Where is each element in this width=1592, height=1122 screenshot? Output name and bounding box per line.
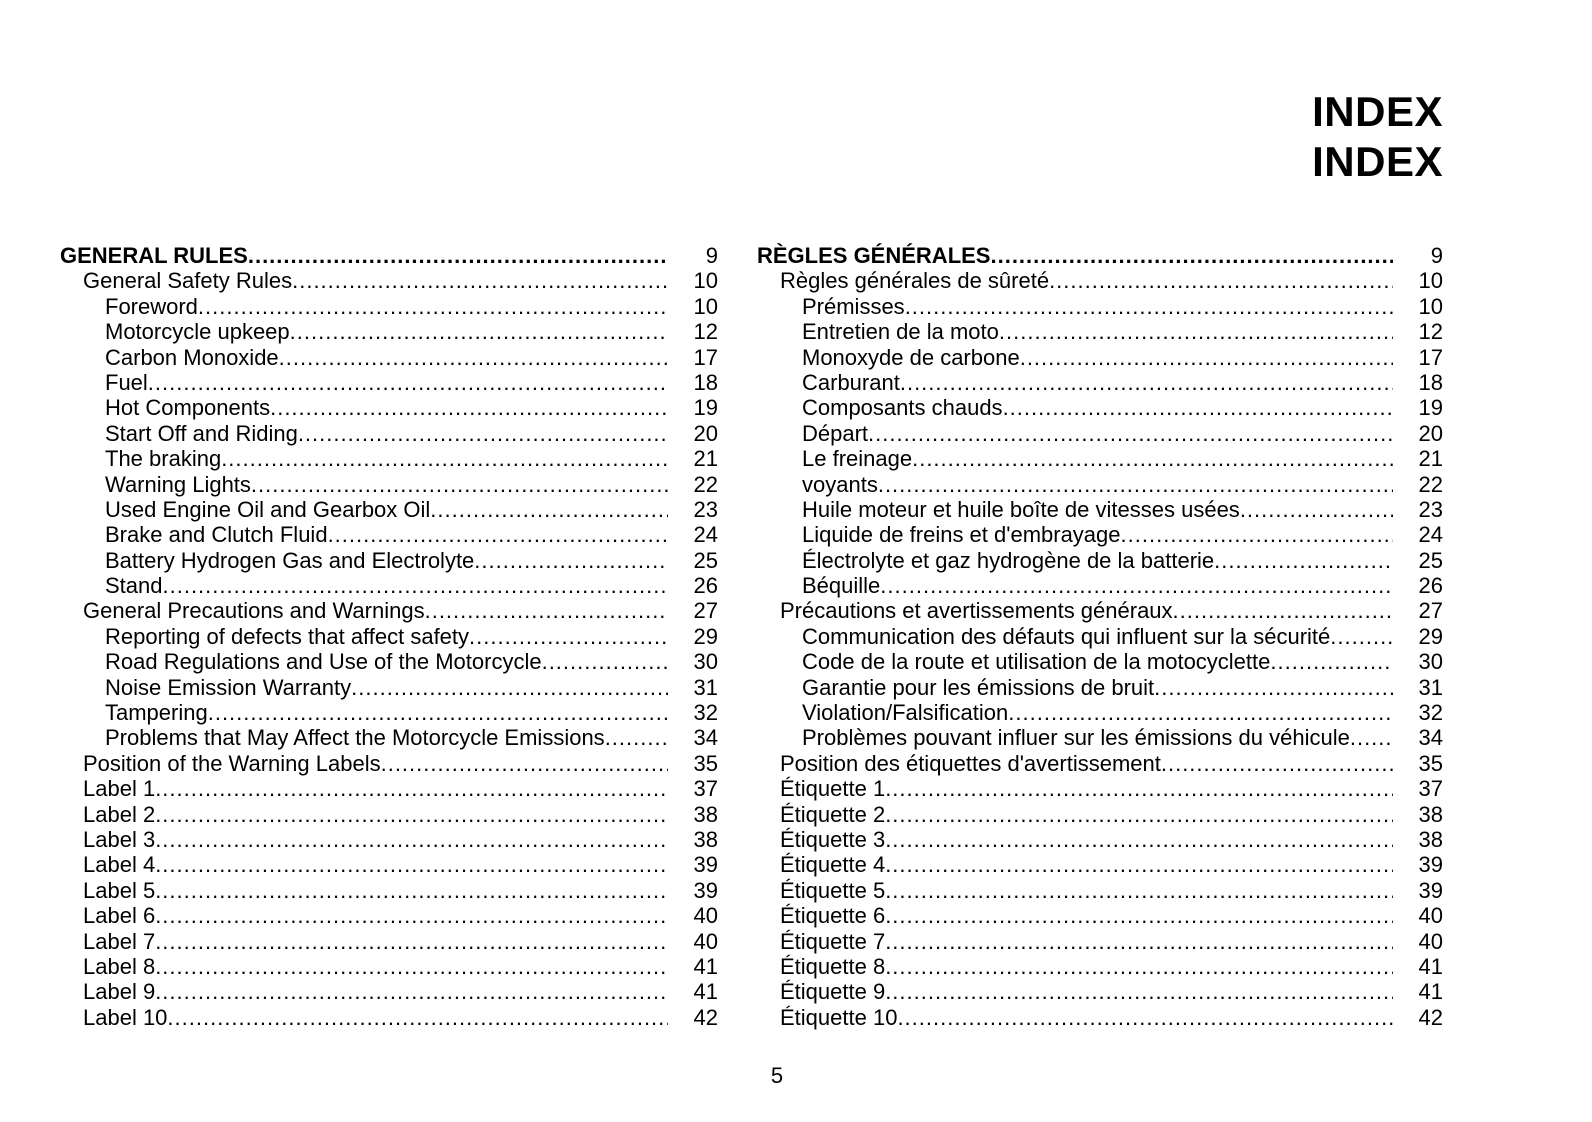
toc-row	[60, 725, 718, 750]
toc-entry-page: 42	[693, 1004, 718, 1030]
toc-entry-label: Stand	[105, 573, 163, 599]
dot-leader	[905, 294, 1393, 319]
toc-entry-label: GENERAL RULES	[60, 243, 248, 268]
toc-row	[60, 548, 718, 573]
toc-row	[60, 294, 718, 319]
toc-entry-page: 40	[1418, 928, 1443, 954]
toc-entry-label: Noise Emission Warranty	[105, 674, 352, 700]
dot-leader	[270, 395, 668, 420]
toc-entry-label: Étiquette 7	[780, 928, 886, 954]
toc-row	[60, 751, 718, 776]
toc-entry-page: 31	[1418, 674, 1443, 700]
dot-leader	[1173, 598, 1393, 623]
dot-leader	[885, 878, 1393, 903]
dot-leader	[1154, 675, 1393, 700]
toc-entry-page: 22	[1418, 471, 1443, 497]
toc-row	[757, 421, 1443, 446]
toc-entry-label: Start Off and Riding	[105, 420, 298, 446]
dot-leader	[885, 852, 1393, 877]
toc-entry-label: Motorcycle upkeep	[105, 319, 290, 345]
toc-row	[757, 497, 1443, 522]
toc-entry-label: Étiquette 1	[780, 776, 886, 802]
toc-entry-label: Composants chauds	[802, 395, 1003, 421]
toc-entry-label: Warning Lights	[105, 471, 251, 497]
toc-entry-page: 40	[693, 928, 718, 954]
toc-entry-label: Position of the Warning Labels	[83, 750, 381, 776]
toc-entry-label: General Precautions and Warnings	[83, 598, 425, 624]
toc-entry-page: 23	[693, 496, 718, 522]
toc-entry-label: Battery Hydrogen Gas and Electrolyte	[105, 547, 475, 573]
toc-entry-page: 41	[1418, 979, 1443, 1005]
toc-entry-page: 19	[693, 395, 718, 421]
toc-row	[757, 802, 1443, 827]
dot-leader	[208, 700, 668, 725]
toc-entry-page: 32	[1418, 700, 1443, 726]
toc-entry-page: 38	[693, 801, 718, 827]
dot-leader	[1270, 649, 1393, 674]
dot-leader	[290, 319, 668, 344]
toc-entry-label: Problems that May Affect the Motorcycle Emissions	[105, 725, 605, 751]
toc-entry-page: 39	[1418, 852, 1443, 878]
toc-entry-label: Électrolyte et gaz hydrogène de la batterie	[802, 547, 1215, 573]
toc-entry-page: 41	[693, 979, 718, 1005]
toc-row	[757, 294, 1443, 319]
toc-row	[757, 979, 1443, 1004]
toc-row	[60, 1005, 718, 1030]
dot-leader	[880, 573, 1393, 598]
dot-leader	[167, 1005, 668, 1030]
toc-row	[60, 472, 718, 497]
toc-entry-page: 38	[693, 826, 718, 852]
toc-entry-page: 35	[1418, 750, 1443, 776]
toc-entry-page: 25	[1418, 547, 1443, 573]
toc-entry-page: 30	[1418, 649, 1443, 675]
toc-entry-page: 10	[1418, 293, 1443, 319]
toc-entry-label: Étiquette 6	[780, 903, 886, 929]
toc-row	[60, 776, 718, 801]
toc-entry-page: 41	[1418, 953, 1443, 979]
dot-leader	[542, 649, 668, 674]
toc-entry-label: Huile moteur et huile boîte de vitesses usées	[802, 496, 1240, 522]
toc-entry-label: Étiquette 8	[780, 953, 886, 979]
dot-leader	[868, 421, 1393, 446]
dot-leader	[148, 370, 668, 395]
toc-entry-label: Violation/Falsification	[802, 700, 1009, 726]
toc-entry-label: Reporting of defects that affect safety	[105, 623, 470, 649]
toc-row	[60, 979, 718, 1004]
toc-row	[757, 472, 1443, 497]
toc-row	[60, 421, 718, 446]
toc-entry-page: 18	[693, 369, 718, 395]
dot-leader	[198, 294, 668, 319]
toc-row	[757, 903, 1443, 928]
toc-row	[757, 776, 1443, 801]
toc-entry-label: Étiquette 2	[780, 801, 886, 827]
toc-row	[757, 751, 1443, 776]
dot-leader	[605, 725, 668, 750]
toc-entry-page: 39	[1418, 877, 1443, 903]
toc-entry-page: 37	[693, 776, 718, 802]
toc-entry-page: 35	[693, 750, 718, 776]
dot-leader	[469, 624, 668, 649]
toc-row	[60, 700, 718, 725]
toc-row	[757, 827, 1443, 852]
toc-entry-page: 24	[693, 522, 718, 548]
toc-entry-page: 24	[1418, 522, 1443, 548]
dot-leader	[885, 776, 1393, 801]
toc-entry-page: 29	[1418, 623, 1443, 649]
toc-entry-page: 37	[1418, 776, 1443, 802]
toc-entry-label: Étiquette 9	[780, 979, 886, 1005]
toc-entry-label: Le freinage	[802, 446, 913, 472]
toc-entry-label: Étiquette 3	[780, 826, 886, 852]
dot-leader	[878, 472, 1393, 497]
dot-leader	[351, 675, 668, 700]
toc-entry-page: 22	[693, 471, 718, 497]
toc-entry-page: 25	[693, 547, 718, 573]
toc-entry-page: 19	[1418, 395, 1443, 421]
dot-leader	[1161, 751, 1393, 776]
toc-row	[757, 852, 1443, 877]
toc-row	[60, 319, 718, 344]
toc-row	[757, 573, 1443, 598]
toc-entry-page: 42	[1418, 1004, 1443, 1030]
toc-entry-label: voyants	[802, 471, 878, 497]
toc-row	[60, 852, 718, 877]
dot-leader	[155, 776, 668, 801]
toc-entry-label: Label 10	[83, 1004, 168, 1030]
dot-leader	[251, 472, 668, 497]
toc-entry-page: 27	[693, 598, 718, 624]
toc-row	[757, 522, 1443, 547]
toc-entry-label: General Safety Rules	[83, 268, 293, 294]
dot-leader	[999, 319, 1393, 344]
toc-entry-page: 40	[693, 903, 718, 929]
toc-entry-label: Monoxyde de carbone	[802, 344, 1020, 370]
toc-row	[60, 573, 718, 598]
dot-leader	[912, 446, 1393, 471]
toc-entry-label: Code de la route et utilisation de la motocyclette	[802, 649, 1271, 675]
toc-row	[60, 522, 718, 547]
toc-row	[60, 649, 718, 674]
toc-entry-label: Label 3	[83, 826, 156, 852]
dot-leader	[155, 852, 668, 877]
dot-leader	[1049, 268, 1393, 293]
toc-entry-label: Carburant	[802, 369, 900, 395]
dot-leader	[221, 446, 668, 471]
toc-entry-page: 12	[693, 319, 718, 345]
toc-entry-label: Règles générales de sûreté	[780, 268, 1050, 294]
dot-leader	[1330, 624, 1393, 649]
toc-entry-page: 18	[1418, 369, 1443, 395]
dot-leader	[425, 598, 668, 623]
toc-entry-label: Prémisses	[802, 293, 905, 319]
toc-entry-page: 23	[1418, 496, 1443, 522]
toc-entry-label: Étiquette 4	[780, 852, 886, 878]
toc-entry-page: 9	[705, 243, 718, 268]
dot-leader	[885, 802, 1393, 827]
dot-leader	[990, 243, 1393, 268]
toc-entry-label: Road Regulations and Use of the Motorcycle	[105, 649, 542, 675]
toc-entry-page: 26	[1418, 573, 1443, 599]
toc-row	[757, 243, 1443, 268]
table-of-contents	[60, 243, 1443, 1030]
toc-row	[757, 954, 1443, 979]
toc-entry-label: Label 8	[83, 953, 156, 979]
toc-entry-label: Tampering	[105, 700, 208, 726]
toc-entry-label: Used Engine Oil and Gearbox Oil	[105, 496, 431, 522]
page-number: 5	[770, 1063, 784, 1088]
toc-entry-page: 38	[1418, 826, 1443, 852]
toc-entry-page: 39	[693, 852, 718, 878]
toc-row	[60, 395, 718, 420]
dot-leader	[885, 979, 1393, 1004]
dot-leader	[155, 827, 668, 852]
toc-entry-page: 30	[693, 649, 718, 675]
toc-row	[60, 903, 718, 928]
toc-entry-page: 12	[1418, 319, 1443, 345]
toc-row	[60, 827, 718, 852]
dot-leader	[155, 903, 668, 928]
toc-row	[757, 1005, 1443, 1030]
dot-leader	[155, 802, 668, 827]
dot-leader	[1121, 522, 1393, 547]
dot-leader	[155, 979, 668, 1004]
toc-entry-label: Position des étiquettes d'avertissement	[780, 750, 1161, 776]
toc-entry-label: RÈGLES GÉNÉRALES	[757, 243, 991, 268]
toc-entry-page: 10	[1418, 268, 1443, 294]
dot-leader	[1003, 395, 1393, 420]
toc-entry-page: 40	[1418, 903, 1443, 929]
dot-leader	[328, 522, 668, 547]
dot-leader	[1008, 700, 1393, 725]
toc-row	[757, 319, 1443, 344]
toc-row	[60, 954, 718, 979]
toc-entry-label: Label 7	[83, 928, 156, 954]
toc-row	[757, 675, 1443, 700]
toc-row	[757, 345, 1443, 370]
toc-row	[757, 395, 1443, 420]
toc-entry-label: Fuel	[105, 369, 148, 395]
toc-entry-label: Hot Components	[105, 395, 271, 421]
toc-entry-label: Étiquette 5	[780, 877, 886, 903]
dot-leader	[1240, 497, 1393, 522]
page-title	[1312, 87, 1443, 187]
toc-entry-page: 20	[693, 420, 718, 446]
toc-entry-label: Carbon Monoxide	[105, 344, 279, 370]
toc-entry-label: Label 4	[83, 852, 156, 878]
index-title-french: INDEX	[1312, 138, 1443, 185]
toc-row	[60, 446, 718, 471]
toc-entry-page: 39	[693, 877, 718, 903]
dot-leader	[155, 929, 668, 954]
dot-leader	[163, 573, 669, 598]
toc-entry-label: Étiquette 10	[780, 1004, 898, 1030]
toc-row	[60, 624, 718, 649]
index-title-english: INDEX	[1312, 88, 1443, 135]
toc-row	[60, 497, 718, 522]
toc-entry-label: Problèmes pouvant influer sur les émissions du véhicule	[802, 725, 1350, 751]
toc-entry-page: 34	[1418, 725, 1443, 751]
toc-entry-label: Communication des défauts qui influent sur la sécurité	[802, 623, 1331, 649]
toc-entry-page: 17	[1418, 344, 1443, 370]
toc-row	[60, 370, 718, 395]
toc-column-english	[60, 243, 718, 1030]
dot-leader	[430, 497, 668, 522]
toc-row	[60, 345, 718, 370]
toc-entry-page: 17	[693, 344, 718, 370]
toc-entry-label: Label 1	[83, 776, 156, 802]
toc-row	[757, 370, 1443, 395]
toc-row	[60, 878, 718, 903]
toc-entry-label: Précautions et avertissements généraux	[780, 598, 1173, 624]
toc-row	[757, 649, 1443, 674]
dot-leader	[885, 903, 1393, 928]
toc-entry-page: 10	[693, 268, 718, 294]
dot-leader	[474, 548, 668, 573]
toc-entry-label: Label 6	[83, 903, 156, 929]
toc-entry-page: 38	[1418, 801, 1443, 827]
dot-leader	[897, 1005, 1393, 1030]
dot-leader	[1350, 725, 1393, 750]
toc-row	[757, 446, 1443, 471]
toc-entry-label: Entretien de la moto	[802, 319, 999, 345]
toc-row	[60, 675, 718, 700]
toc-entry-label: Label 9	[83, 979, 156, 1005]
dot-leader	[298, 421, 668, 446]
toc-row	[757, 598, 1443, 623]
toc-entry-label: Foreword	[105, 293, 198, 319]
toc-entry-label: Label 2	[83, 801, 156, 827]
dot-leader	[900, 370, 1393, 395]
toc-entry-page: 27	[1418, 598, 1443, 624]
toc-entry-page: 10	[693, 293, 718, 319]
toc-row	[757, 929, 1443, 954]
dot-leader	[885, 827, 1393, 852]
toc-row	[60, 802, 718, 827]
toc-entry-page: 41	[693, 953, 718, 979]
toc-entry-label: The braking	[105, 446, 222, 472]
toc-entry-page: 21	[1418, 446, 1443, 472]
toc-entry-label: Béquille	[802, 573, 881, 599]
toc-row	[60, 243, 718, 268]
dot-leader	[885, 929, 1393, 954]
toc-row	[757, 624, 1443, 649]
toc-row	[60, 929, 718, 954]
toc-entry-label: Garantie pour les émissions de bruit	[802, 674, 1155, 700]
toc-row	[60, 598, 718, 623]
dot-leader	[1214, 548, 1393, 573]
toc-row	[60, 268, 718, 293]
toc-row	[757, 725, 1443, 750]
dot-leader	[1020, 345, 1393, 370]
dot-leader	[381, 751, 668, 776]
dot-leader	[885, 954, 1393, 979]
toc-row	[757, 878, 1443, 903]
toc-column-french	[757, 243, 1443, 1030]
dot-leader	[155, 954, 668, 979]
toc-entry-page: 31	[693, 674, 718, 700]
dot-leader	[279, 345, 668, 370]
toc-entry-page: 34	[693, 725, 718, 751]
toc-row	[757, 548, 1443, 573]
toc-entry-page: 26	[693, 573, 718, 599]
toc-entry-label: Liquide de freins et d'embrayage	[802, 522, 1121, 548]
toc-row	[757, 700, 1443, 725]
toc-entry-label: Label 5	[83, 877, 156, 903]
toc-entry-page: 20	[1418, 420, 1443, 446]
dot-leader	[248, 243, 668, 268]
toc-entry-label: Départ	[802, 420, 869, 446]
dot-leader	[292, 268, 668, 293]
toc-entry-page: 29	[693, 623, 718, 649]
toc-entry-page: 9	[1430, 243, 1443, 268]
toc-entry-page: 21	[693, 446, 718, 472]
toc-entry-label: Brake and Clutch Fluid	[105, 522, 328, 548]
toc-entry-page: 32	[693, 700, 718, 726]
dot-leader	[155, 878, 668, 903]
toc-row	[757, 268, 1443, 293]
